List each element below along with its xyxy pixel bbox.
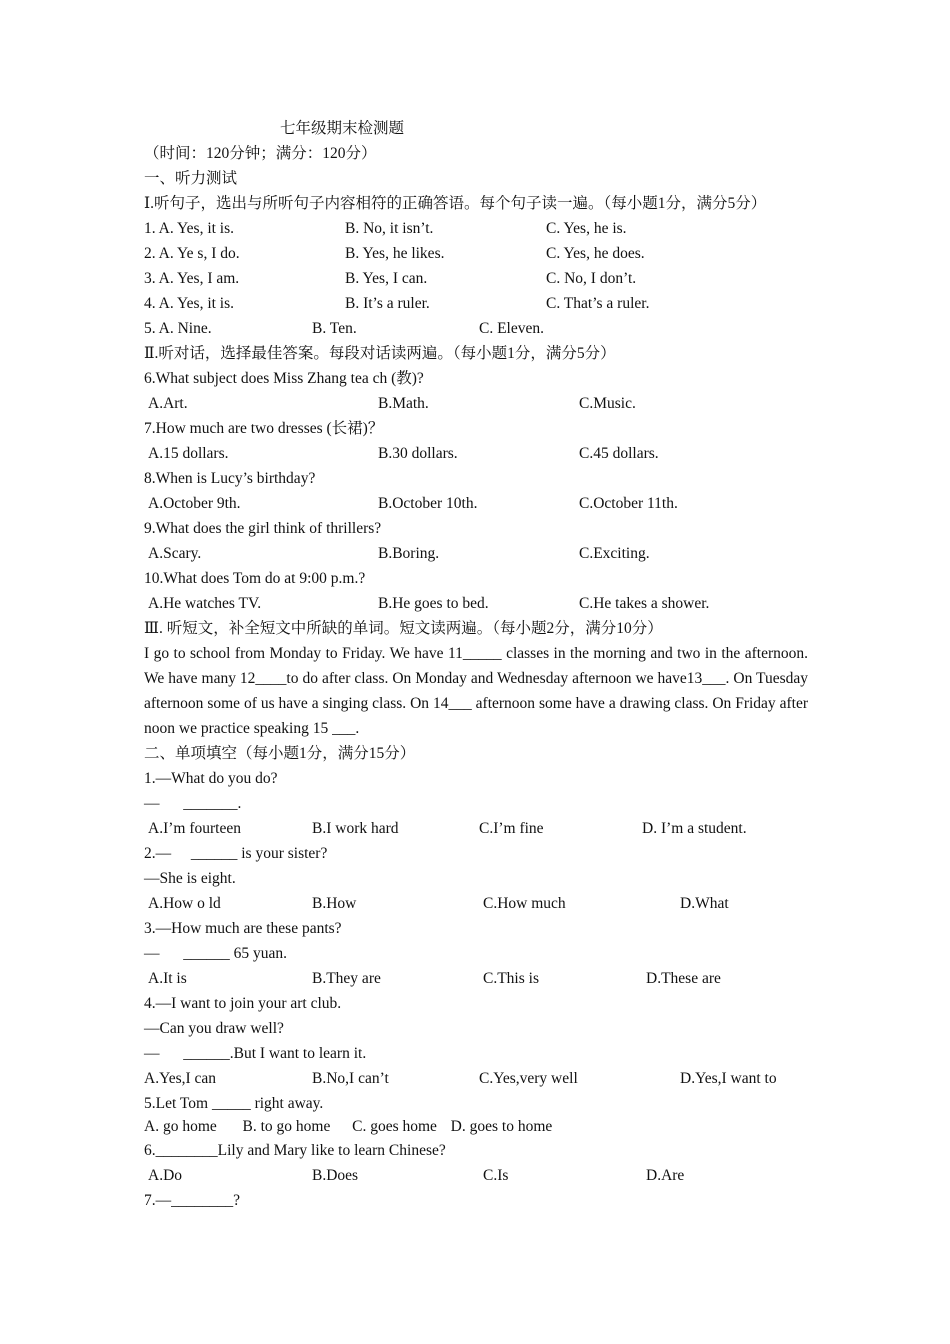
question-options [144, 1116, 808, 1138]
question-options [144, 966, 808, 991]
option-c: C.October 11th. [579, 495, 678, 512]
option-a: A.He watches TV. [148, 595, 262, 612]
dialog-line: —Can you draw well? [144, 1020, 284, 1037]
answer-text: .But I want to learn it. [229, 1045, 367, 1062]
option-b: B. to go home [242, 1118, 331, 1135]
question-number: 7.— [144, 1192, 172, 1209]
option-a: 2. A. Ye s, I do. [144, 245, 240, 262]
option-b: B.He goes to bed. [378, 595, 489, 612]
option-c: C.Is [483, 1167, 509, 1184]
option-a: A.Scary. [148, 545, 202, 562]
option-b: B.Boring. [378, 545, 440, 562]
question-options [144, 591, 808, 616]
question-stem [144, 1188, 808, 1213]
question-number: 2.— [144, 845, 172, 862]
page-title: 七年级期末检测题 [280, 120, 405, 137]
option-d: D. I’m a student. [642, 820, 747, 837]
option-c: C.How much [483, 895, 566, 912]
option-c: C. goes home [352, 1118, 437, 1135]
question-number: 6. [144, 1142, 156, 1159]
section-heading-listening: 一、听力测试 [144, 170, 238, 187]
option-c: C. Eleven. [479, 320, 544, 337]
question-stem: 1.—What do you do? [144, 770, 278, 787]
section-heading-single-choice: 二、单项填空（每小题1分，满分15分） [144, 745, 416, 762]
question-stem: 6.What subject does Miss Zhang tea ch (教)? [144, 370, 424, 387]
option-a: A.Do [148, 1167, 183, 1184]
option-b: B. No, it isn’t. [345, 220, 434, 237]
question-stem: 8.When is Lucy’s birthday? [144, 470, 316, 487]
option-d: D. goes to home [450, 1118, 553, 1135]
question-options [144, 541, 808, 566]
dialog-line: —She is eight. [144, 870, 236, 887]
part3-instruction: Ⅲ. 听短文，补全短文中所缺的单词。短文读两遍。（每小题2分，满分10分） [144, 620, 663, 637]
part2-instruction: Ⅱ.听对话，选择最佳答案。每段对话读两遍。（每小题1分，满分5分） [144, 345, 616, 362]
answer-line [144, 1041, 808, 1066]
option-c: C. That’s a ruler. [546, 295, 650, 312]
option-d: D.Are [646, 1167, 685, 1184]
question-options [144, 891, 808, 916]
option-a: A.How o ld [148, 895, 221, 912]
option-d: D.These are [646, 970, 721, 987]
option-c: C.This is [483, 970, 539, 987]
answer-blank: ________ [155, 1142, 218, 1159]
answer-blank: _______ [183, 795, 238, 812]
option-c: C. Yes, he is. [546, 220, 627, 237]
question-stem: 10.What does Tom do at 9:00 p.m.? [144, 570, 366, 587]
answer-blank: ________ [171, 1192, 234, 1209]
question-row [144, 241, 808, 266]
question-text: Lily and Mary like to learn Chinese? [217, 1142, 446, 1159]
answer-blank: ______ [183, 1045, 230, 1062]
question-row [144, 216, 808, 241]
option-a: 4. A. Yes, it is. [144, 295, 235, 312]
option-b: B. Yes, he likes. [345, 245, 445, 262]
exam-subtitle: （时间：120分钟；满分：120分） [144, 145, 377, 162]
option-a: 1. A. Yes, it is. [144, 220, 235, 237]
question-stem: 5.Let Tom _____ right away. [144, 1095, 324, 1112]
question-row [144, 316, 808, 341]
option-b: B.I work hard [312, 820, 399, 837]
option-b: B.October 10th. [378, 495, 478, 512]
option-c: C. Yes, he does. [546, 245, 645, 262]
dash: — [144, 945, 160, 962]
option-a: A.Yes,I can [144, 1070, 217, 1087]
option-a: 5. A. Nine. [144, 320, 212, 337]
option-b: B.Math. [378, 395, 429, 412]
option-c: C.Music. [579, 395, 636, 412]
question-stem: 9.What does the girl think of thrillers? [144, 520, 382, 537]
option-b: B. It’s a ruler. [345, 295, 430, 312]
option-a: A.October 9th. [148, 495, 241, 512]
question-mark: ? [233, 1192, 241, 1209]
question-row [144, 266, 808, 291]
question-stem: 3.—How much are these pants? [144, 920, 342, 937]
part1-instruction: Ⅰ.听句子，选出与所听句子内容相符的正确答语。每个句子读一遍。（每小题1分，满分5分） [144, 195, 767, 212]
option-b: B.No,I can’t [312, 1070, 389, 1087]
option-c: C.He takes a shower. [579, 595, 710, 612]
question-options [144, 1066, 808, 1091]
question-text: is your sister? [237, 845, 328, 862]
question-stem: 4.—I want to join your art club. [144, 995, 342, 1012]
passage-text: I go to school from Monday to Friday. We have 11_____ classes in the morning and two in the afternoon. We have many 12____to do after class. On Monday and Wednesday afternoon we have13___. On Tuesday afternoon some of us have a singing class. On 14___ afternoon some have a drawing class. On Friday afternoon we practice speaking 15 ___. [144, 645, 808, 737]
option-b: B.How [312, 895, 357, 912]
option-a: A.I’m fourteen [148, 820, 241, 837]
option-c: C.45 dollars. [579, 445, 659, 462]
answer-blank: ______ [183, 945, 230, 962]
answer-line [144, 791, 808, 816]
dash: — [144, 795, 160, 812]
answer-blank: ______ [190, 845, 238, 862]
question-stem [144, 1138, 808, 1163]
question-stem [144, 841, 808, 866]
option-b: B.Does [312, 1167, 359, 1184]
question-options [144, 391, 808, 416]
question-options [144, 1163, 808, 1188]
question-options [144, 441, 808, 466]
option-a: 3. A. Yes, I am. [144, 270, 240, 287]
option-c: C.Yes,very well [479, 1070, 578, 1087]
period: . [237, 795, 242, 812]
question-row [144, 291, 808, 316]
option-b: B.30 dollars. [378, 445, 458, 462]
option-c: C.Exciting. [579, 545, 650, 562]
option-d: D.Yes,I want to [680, 1070, 777, 1087]
option-b: B. Ten. [312, 320, 357, 337]
option-d: D.What [680, 895, 729, 912]
option-b: B.They are [312, 970, 381, 987]
option-c: C. No, I don’t. [546, 270, 637, 287]
exam-content [144, 116, 808, 1213]
option-a: A.Art. [148, 395, 188, 412]
dash: — [144, 1045, 160, 1062]
option-c: C.I’m fine [479, 820, 544, 837]
answer-text: 65 yuan. [229, 945, 288, 962]
question-options [144, 491, 808, 516]
answer-line [144, 941, 808, 966]
option-b: B. Yes, I can. [345, 270, 428, 287]
option-a: A.It is [148, 970, 187, 987]
option-a: A.15 dollars. [148, 445, 229, 462]
question-options [144, 816, 808, 841]
option-a: A. go home [144, 1118, 217, 1135]
question-stem: 7.How much are two dresses (长裙)？ [144, 420, 384, 437]
